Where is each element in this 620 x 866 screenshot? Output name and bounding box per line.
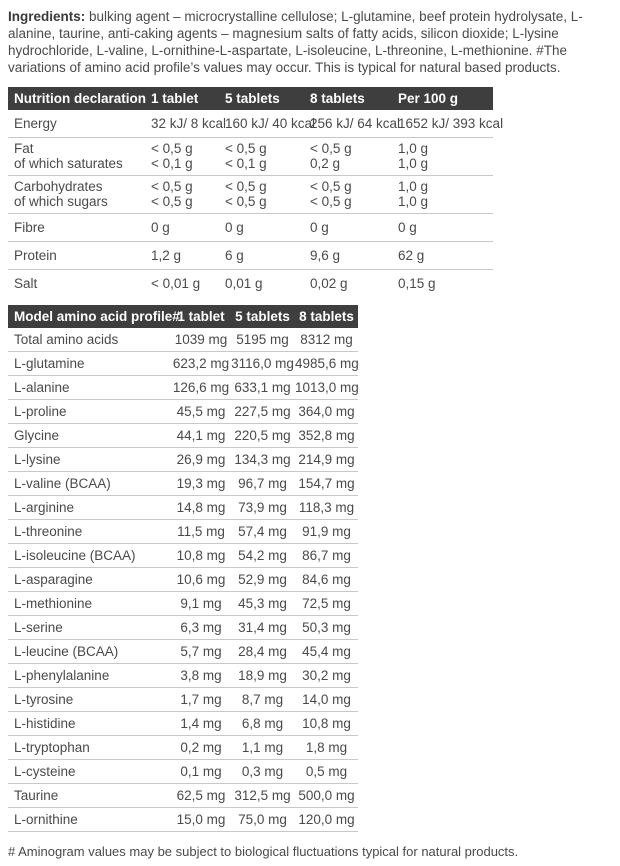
row-label: L-proline xyxy=(14,404,67,419)
table-row xyxy=(8,138,493,176)
row-label: L-lysine xyxy=(14,452,61,467)
row-label: L-serine xyxy=(14,620,63,635)
row-value: 14,8 mg xyxy=(176,500,226,515)
row-value: 3,8 mg xyxy=(180,668,222,683)
row-value: 18,9 mg xyxy=(238,668,287,683)
row-label: L-methionine xyxy=(14,596,93,611)
table-row xyxy=(8,110,493,138)
row-label: L-leucine (BCAA) xyxy=(14,644,119,659)
column-header: Nutrition declaration xyxy=(8,87,145,110)
table-row xyxy=(8,520,358,544)
row-value: 32 kJ/ 8 kcal xyxy=(151,116,227,131)
row-value: 0 g xyxy=(225,220,244,235)
row-label: L-tyrosine xyxy=(14,692,74,707)
row-value: 256 kJ/ 64 kcal xyxy=(310,116,401,131)
column-header: 5 tablets xyxy=(230,305,295,328)
row-value: 50,3 mg xyxy=(302,620,351,635)
row-label: L-ornithine xyxy=(14,812,78,827)
row-value: 1,0 g 1,0 g xyxy=(398,179,429,209)
row-value: 352,8 mg xyxy=(298,428,355,443)
column-header: Model amino acid profile# xyxy=(8,305,172,328)
row-label: Fibre xyxy=(14,220,45,235)
row-value: 1013,0 mg xyxy=(295,380,359,395)
row-value: < 0,5 g < 0,5 g xyxy=(225,179,267,209)
row-value: 4985,6 mg xyxy=(295,356,359,371)
row-value: 30,2 mg xyxy=(302,668,351,683)
row-value: 26,9 mg xyxy=(176,452,226,467)
row-value: 1652 kJ/ 393 kcal xyxy=(398,116,504,131)
column-header: 1 tablet xyxy=(172,305,230,328)
row-value: 52,9 mg xyxy=(238,572,287,587)
row-value: 1,0 g 1,0 g xyxy=(398,141,429,171)
ingredients-text: bulking agent – microcrystalline cellulose; L-glutamine, beef protein hydrolysate, L-alanine, taurine, anti-caking agents – magnesium salts of fatty acids, silicon dioxide; L-lysine hydrochloride, L-valine, L-ornithine-L-aspartate, L-isoleucine, L-threonine, L-methionine. #The variations of amino acid profile’s values may occur. This is typical for natural based products. xyxy=(8,9,583,75)
row-value: 118,3 mg xyxy=(298,500,355,515)
table-row xyxy=(8,352,358,376)
row-value: 134,3 mg xyxy=(234,452,291,467)
row-value: 3116,0 mg xyxy=(231,356,294,371)
row-label: L-glutamine xyxy=(14,356,85,371)
amino-acid-profile-table xyxy=(8,305,358,832)
table-row xyxy=(8,376,358,400)
row-value: 15,0 mg xyxy=(176,812,226,827)
row-value: 8,7 mg xyxy=(241,692,284,707)
row-value: 0,01 g xyxy=(225,276,263,291)
row-value: 1,7 mg xyxy=(180,692,222,707)
row-value: 45,3 mg xyxy=(238,596,287,611)
row-label: Taurine xyxy=(14,788,59,803)
row-value: 28,4 mg xyxy=(238,644,287,659)
row-value: 44,1 mg xyxy=(176,428,226,443)
row-value: 84,6 mg xyxy=(302,572,351,587)
table-row xyxy=(8,544,358,568)
row-label: L-isoleucine (BCAA) xyxy=(14,548,136,563)
row-value: 54,2 mg xyxy=(238,548,287,563)
row-value: 10,8 mg xyxy=(302,716,351,731)
row-value: 72,5 mg xyxy=(302,596,351,611)
row-value: 220,5 mg xyxy=(234,428,291,443)
row-value: 0 g xyxy=(310,220,329,235)
row-value: 5195 mg xyxy=(236,332,289,347)
table-row xyxy=(8,472,358,496)
row-value: 57,4 mg xyxy=(238,524,287,539)
row-value: 62,5 mg xyxy=(176,788,226,803)
row-label: L-cysteine xyxy=(14,764,76,779)
row-value: 0,3 mg xyxy=(241,764,284,779)
column-header: 1 tablet xyxy=(145,87,219,110)
row-value: 0,1 mg xyxy=(180,764,222,779)
row-value: 0 g xyxy=(398,220,417,235)
row-label: Total amino acids xyxy=(14,332,119,347)
row-value: 1,8 mg xyxy=(305,740,348,755)
row-label: Fat of which saturates xyxy=(14,141,123,171)
row-value: 11,5 mg xyxy=(177,524,225,539)
row-value: 5,7 mg xyxy=(180,644,222,659)
row-value: 312,5 mg xyxy=(234,788,291,803)
row-label: L-alanine xyxy=(14,380,70,395)
row-value: 0 g xyxy=(151,220,170,235)
row-value: 73,9 mg xyxy=(238,500,287,515)
row-label: L-phenylalanine xyxy=(14,668,110,683)
row-value: 623,2 mg xyxy=(172,356,230,371)
row-value: 154,7 mg xyxy=(298,476,355,491)
row-label: Protein xyxy=(14,248,57,263)
row-value: 227,5 mg xyxy=(234,404,291,419)
row-value: 31,4 mg xyxy=(238,620,287,635)
row-label: L-valine (BCAA) xyxy=(14,476,111,491)
table-row xyxy=(8,808,358,832)
table-row xyxy=(8,496,358,520)
row-value: 1039 mg xyxy=(174,332,228,347)
row-label: Glycine xyxy=(14,428,60,443)
ingredients-paragraph xyxy=(8,8,614,76)
row-value: 75,0 mg xyxy=(238,812,287,827)
row-value: 10,8 mg xyxy=(176,548,226,563)
table-row xyxy=(8,328,358,352)
table-row xyxy=(8,242,493,270)
row-label: L-histidine xyxy=(14,716,76,731)
row-value: 10,6 mg xyxy=(176,572,226,587)
nutrition-declaration-table xyxy=(8,87,504,297)
row-value: 1,4 mg xyxy=(180,716,222,731)
row-value: 14,0 mg xyxy=(302,692,351,707)
row-value: 9,1 mg xyxy=(180,596,222,611)
table-row xyxy=(8,270,493,298)
row-value: < 0,5 g 0,2 g xyxy=(310,141,352,171)
column-header: 5 tablets xyxy=(219,87,304,110)
nutrition-header-row xyxy=(8,87,493,110)
table-row xyxy=(8,424,358,448)
row-value: 1,1 mg xyxy=(241,740,284,755)
row-value: 6,3 mg xyxy=(180,620,222,635)
row-label: L-arginine xyxy=(14,500,75,515)
row-value: 633,1 mg xyxy=(234,380,291,395)
table-row xyxy=(8,568,358,592)
row-value: 6 g xyxy=(225,248,244,263)
row-value: 96,7 mg xyxy=(238,476,287,491)
row-value: 214,9 mg xyxy=(298,452,355,467)
row-value: 62 g xyxy=(398,248,425,263)
row-value: 0,2 mg xyxy=(180,740,222,755)
footnote: # Aminogram values may be subject to biological fluctuations typical for natural products. xyxy=(8,844,519,859)
row-value: < 0,5 g < 0,1 g xyxy=(151,141,193,171)
row-label: L-tryptophan xyxy=(14,740,90,755)
row-value: 0,02 g xyxy=(310,276,348,291)
row-value: 364,0 mg xyxy=(298,404,355,419)
column-header: 8 tablets xyxy=(295,305,358,328)
table-row xyxy=(8,592,358,616)
row-value: 0,5 mg xyxy=(305,764,348,779)
row-label: Salt xyxy=(14,276,38,291)
table-row xyxy=(8,664,358,688)
table-row xyxy=(8,760,358,784)
table-row xyxy=(8,616,358,640)
table-row xyxy=(8,448,358,472)
table-row xyxy=(8,736,358,760)
row-value: 91,9 mg xyxy=(302,524,351,539)
row-value: < 0,5 g < 0,5 g xyxy=(151,179,193,209)
column-header: Per 100 g xyxy=(392,87,493,110)
table-row xyxy=(8,640,358,664)
row-value: 19,3 mg xyxy=(176,476,226,491)
table-row xyxy=(8,784,358,808)
row-value: 45,4 mg xyxy=(302,644,351,659)
row-value: 86,7 mg xyxy=(302,548,351,563)
row-value: 120,0 mg xyxy=(298,812,355,827)
table-row xyxy=(8,400,358,424)
row-label: L-threonine xyxy=(14,524,83,539)
column-header: 8 tablets xyxy=(304,87,392,110)
row-value: 6,8 mg xyxy=(241,716,284,731)
row-value: 0,15 g xyxy=(398,276,436,291)
row-label: Energy xyxy=(14,116,57,131)
row-value: < 0,5 g < 0,5 g xyxy=(310,179,352,209)
ingredients-label: Ingredients: xyxy=(8,9,86,24)
table-row xyxy=(8,712,358,736)
row-value: 9,6 g xyxy=(310,248,341,263)
row-value: < 0,5 g < 0,1 g xyxy=(225,141,267,171)
row-value: 8312 mg xyxy=(300,332,353,347)
table-row xyxy=(8,176,493,214)
table-row xyxy=(8,688,358,712)
row-value: 1,2 g xyxy=(151,248,182,263)
row-value: 500,0 mg xyxy=(298,788,355,803)
row-label: Carbohydrates of which sugars xyxy=(14,179,108,209)
row-value: 45,5 mg xyxy=(176,404,226,419)
row-label: L-asparagine xyxy=(14,572,93,587)
table-row xyxy=(8,214,493,242)
row-value: < 0,01 g xyxy=(151,276,201,291)
amino-header-row xyxy=(8,305,358,328)
row-value: 126,6 mg xyxy=(172,380,230,395)
row-value: 160 kJ/ 40 kcal xyxy=(225,116,316,131)
